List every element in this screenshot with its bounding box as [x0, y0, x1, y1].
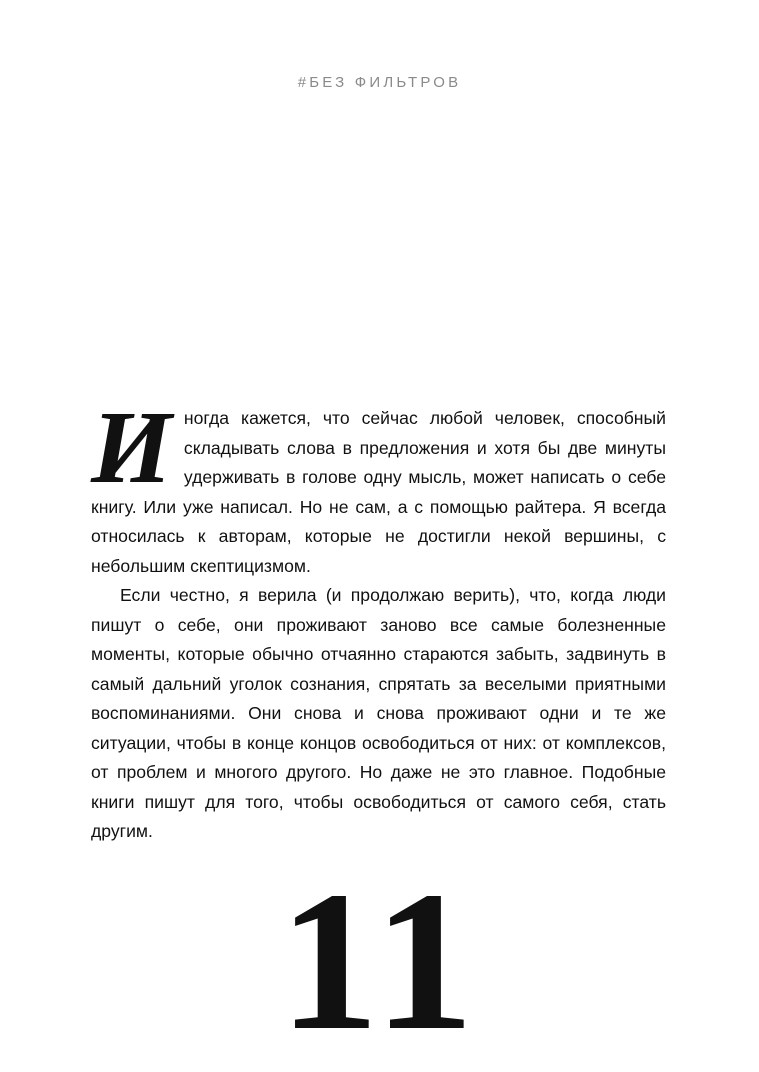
- paragraph-1-text: ногда кажется, что сейчас любой человек, способный складывать слова в предложения и хотя бы две минуты удерживать в голове одну мысль, может написать о себе книгу. Или уже написал. Но не сам, а с помощью райтера. Я всегда относилась к авторам, которые не достигли некой вершины, с небольшим скептицизмом.: [91, 408, 666, 576]
- body-text: [91, 390, 666, 847]
- page-number: 11: [279, 851, 480, 1072]
- running-header: #БЕЗ ФИЛЬТРОВ: [297, 74, 462, 91]
- paragraph-2: Если честно, я верила (и продолжаю верить), что, когда люди пишут о себе, они проживают заново все самые болезненные моменты, которые обычно отчаянно стараются забыть, задвинуть в самый дальний уголок сознания, спрятать за веселыми приятными воспоминаниями. Они снова и снова проживают одни и те же ситуации, чтобы в конце концов освободиться от них: от комплексов, от проблем и многого другого. Но даже не это главное. Подобные книги пишут для того, чтобы освободиться от самого себя, стать другим.: [91, 585, 666, 841]
- drop-cap: И: [91, 390, 172, 505]
- paragraph-1: [91, 390, 666, 581]
